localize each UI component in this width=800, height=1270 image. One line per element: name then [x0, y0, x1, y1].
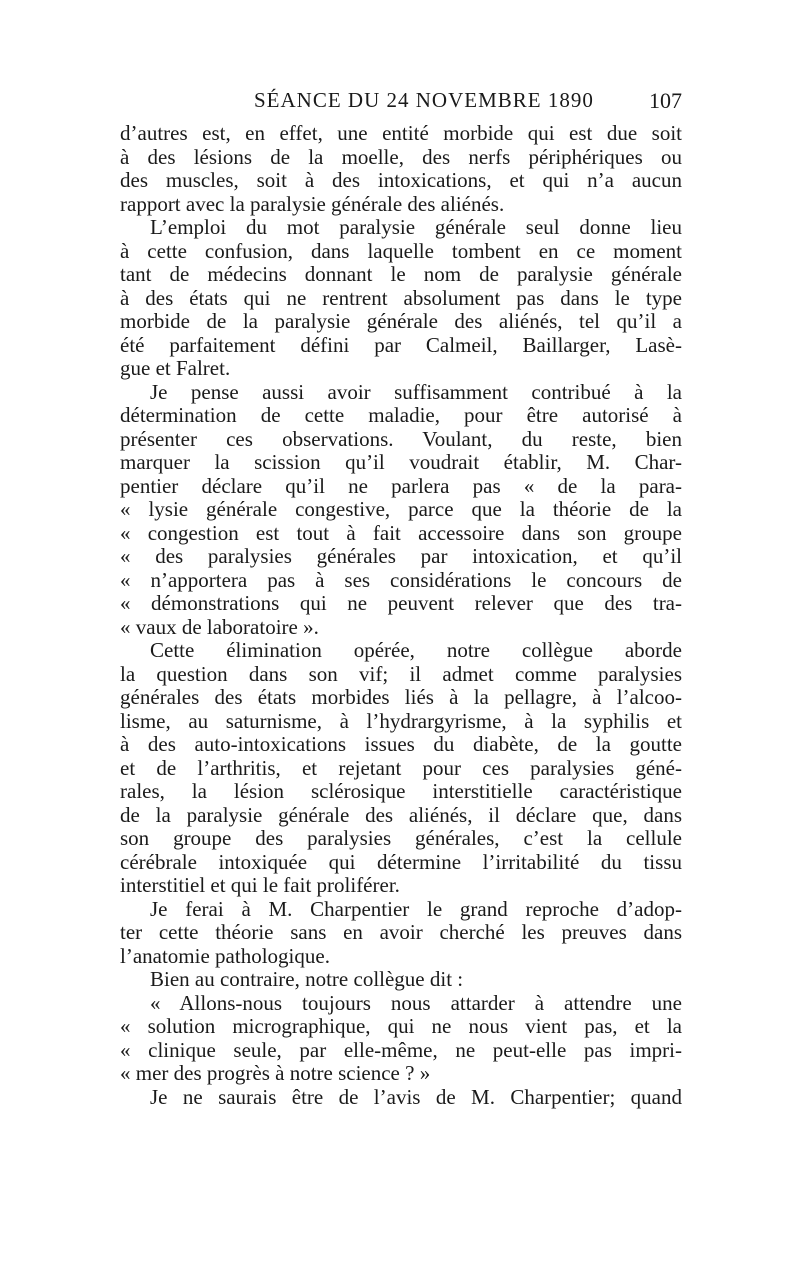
- body-text: [120, 122, 682, 1109]
- text-line: à des lésions de la moelle, des nerfs périphériques ou: [120, 145, 682, 169]
- text-line: Je pense aussi avoir suffisamment contribué à la: [150, 380, 682, 404]
- text-line: Je ferai à M. Charpentier le grand reproche d’adop-: [150, 897, 682, 921]
- text-line: détermination de cette maladie, pour être autorisé à: [120, 404, 682, 427]
- text-line: son groupe des paralysies générales, c’est la cellule: [120, 827, 682, 850]
- text-line: « des paralysies générales par intoxication, et qu’il: [120, 545, 682, 568]
- text-line: « Allons-nous toujours nous attarder à attendre une: [150, 991, 682, 1015]
- page-number: 107: [649, 88, 682, 113]
- text-line: été parfaitement défini par Calmeil, Baillarger, Lasè-: [120, 333, 682, 357]
- text-line: tant de médecins donnant le nom de paralysie générale: [120, 263, 682, 286]
- text-line: « mer des progrès à notre science ? »: [120, 1062, 431, 1085]
- text-line: l’anatomie pathologique.: [120, 944, 330, 968]
- text-line: « congestion est tout à fait accessoire dans son groupe: [120, 521, 682, 545]
- text-line: cérébrale intoxiquée qui détermine l’irritabilité du tissu: [120, 850, 682, 874]
- text-line: « solution micrographique, qui ne nous vient pas, et la: [120, 1015, 682, 1038]
- text-line: « vaux de laboratoire ».: [120, 615, 319, 639]
- text-line: gue et Falret.: [120, 357, 231, 380]
- text-line: à des auto-intoxications issues du diabète, de la goutte: [120, 733, 682, 756]
- text-line: la question dans son vif; il admet comme paralysies: [120, 662, 682, 686]
- text-line: et de l’arthritis, et rejetant pour ces paralysies géné-: [120, 756, 682, 780]
- text-line: pentier déclare qu’il ne parlera pas « de la para-: [120, 474, 682, 498]
- text-line: de la paralysie générale des aliénés, il déclare que, dans: [120, 803, 682, 827]
- text-line: morbide de la paralysie générale des aliénés, tel qu’il a: [120, 310, 682, 333]
- text-line: marquer la scission qu’il voudrait établir, M. Char-: [120, 451, 682, 474]
- running-title: SÉANCE DU 24 NOVEMBRE 1890: [254, 88, 594, 112]
- text-line: rales, la lésion sclérosique interstitielle caractéristique: [120, 780, 682, 803]
- text-line: L’emploi du mot paralysie générale seul donne lieu: [150, 216, 682, 239]
- page-header: [120, 88, 682, 118]
- text-line: « clinique seule, par elle-même, ne peut-elle pas impri-: [120, 1038, 682, 1062]
- text-line: « lysie générale congestive, parce que la théorie de la: [120, 498, 682, 521]
- text-line: Cette élimination opérée, notre collègue aborde: [150, 639, 682, 662]
- text-line: des muscles, soit à des intoxications, et qui n’a aucun: [120, 169, 682, 192]
- text-line: Je ne saurais être de l’avis de M. Charpentier; quand: [150, 1085, 682, 1109]
- text-line: à cette confusion, dans laquelle tombent en ce moment: [120, 239, 682, 263]
- text-line: ter cette théorie sans en avoir cherché les preuves dans: [120, 921, 682, 944]
- text-line: générales des états morbides liés à la pellagre, à l’alcoo-: [120, 686, 682, 709]
- text-line: présenter ces observations. Voulant, du reste, bien: [120, 427, 682, 451]
- text-line: rapport avec la paralysie générale des aliénés.: [120, 192, 505, 216]
- text-line: interstitiel et qui le fait proliférer.: [120, 874, 400, 897]
- text-line: « démonstrations qui ne peuvent relever que des tra-: [120, 592, 682, 615]
- text-line: à des états qui ne rentrent absolument pas dans le type: [120, 286, 682, 310]
- text-line: Bien au contraire, notre collègue dit :: [150, 968, 464, 991]
- text-line: d’autres est, en effet, une entité morbide qui est due soit: [120, 122, 682, 145]
- text-line: lisme, au saturnisme, à l’hydrargyrisme, à la syphilis et: [120, 709, 682, 733]
- text-line: « n’apportera pas à ses considérations le concours de: [120, 568, 682, 592]
